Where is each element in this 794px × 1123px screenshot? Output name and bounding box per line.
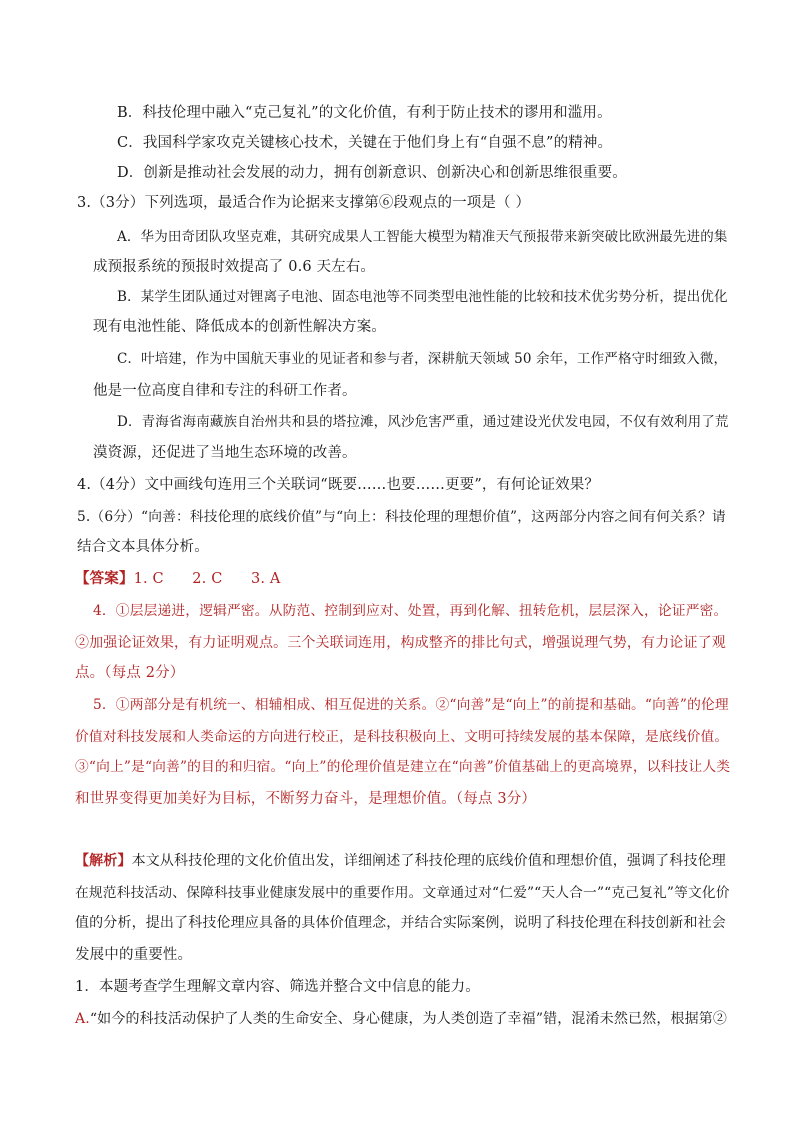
answer-4-line2: ②加强论证效果，有力证明观点。三个关联词连用，构成整齐的排比句式，增强说理气势，有力论证了观 [75,635,726,651]
q3-option-a-line2: 成预报系统的预报时效提高了 0.6 天左右。 [93,259,376,275]
q3-option-c-line2: 他是一位高度自律和专注的科研工作者。 [93,383,357,399]
q2-option-b: B．科技伦理中融入“克己复礼”的文化价值，有利于防止技术的谬用和滥用。 [117,105,612,121]
q5-stem-line2: 结合文本具体分析。 [77,539,209,555]
q3-option-c-line1: C．叶培建，作为中国航天事业的见证者和参与者，深耕航天领域 50 余年，工作严格守时细致入微， [117,351,728,367]
q3-option-d-line2: 漠资源，还促进了当地生态环境的改善。 [93,445,357,461]
q2-option-c: C．我国科学家攻克关键核心技术，关键在于他们身上有“自强不息”的精神。 [117,135,613,151]
analysis-label: 【解析】 [75,853,132,869]
answer-label: 【答案】 [75,570,134,587]
answer-5-line4: 和世界变得更加美好为目标，不断努力奋斗，是理想价值。（每点 3分） [75,791,537,807]
analysis-a-text: “如今的科技活动保护了人类的生命安全、身心健康，为人类创造了幸福”错，混淆未然已然，根据第② [89,1011,728,1027]
analysis-line1 [75,851,726,871]
analysis-line4: 发展中的重要性。 [75,947,193,963]
q3-option-d-line1: D．青海省海南藏族自治州共和县的塔拉滩，风沙危害严重，通过建设光伏发电园，不仅有效利用了荒 [117,414,729,430]
analysis-line2: 在规范科技活动、保障科技事业健康发展中的重要作用。文章通过对“仁爱”“天人合一”“克己复礼”等文化价 [75,885,730,901]
analysis-line3: 值的分析，提出了科技伦理应具备的具体价值理念，并结合实际案例，说明了科技伦理在科技创新和社会 [75,915,726,931]
answer-5-line2: 价值对科技发展和人类命运的方向进行校正，是科技积极向上、文明可持续发展的基本保障，是底线价值。 [75,729,729,745]
q5-stem-line1: 5.（6分）“向善：科技伦理的底线价值”与“向上：科技伦理的理想价值”，这两部分内容之间有何关系？请 [77,509,726,525]
q3-stem: 3.（3分）下列选项，最适合作为论据来支撑第⑥段观点的一项是（ ） [77,195,531,211]
answer-4-line3: 点。（每点 2分） [75,665,185,681]
q3-option-a-line1: A．华为田奇团队攻坚克难，其研究成果人工智能大模型为精准天气预报带来新突破比欧洲最先进的集 [117,229,728,245]
q3-option-b-line1: B．某学生团队通过对锂离子电池、固态电池等不同类型电池性能的比较和技术优劣势分析，提出优化 [117,289,728,305]
analysis-q1-intro: 1．本题考查学生理解文章内容、筛选并整合文中信息的能力。 [75,979,480,995]
q4-stem: 4.（4分）文中画线句连用三个关联词“既要……也要……更要”，有何论证效果？ [77,477,600,493]
answer-row [75,569,281,589]
q2-option-d: D．创新是推动社会发展的动力，拥有创新意识、创新决心和创新思维很重要。 [117,165,627,181]
answer-5-line3: ③“向上”是“向善”的目的和归宿。“向上”的伦理价值是建立在“向善”价值基础上的更高境界，以科技让人类 [75,759,731,775]
answer-4-line1: 4．①层层递进，逻辑严密。从防范、控制到应对、处置，再到化解、扭转危机，层层深入，论证严密。 [93,603,728,619]
analysis-q1-option-a [75,1009,727,1029]
analysis-a-prefix: A. [75,1011,90,1027]
answer-values: 1. C 2. C 3. A [133,571,281,587]
answer-5-line1: 5．①两部分是有机统一、相辅相成、相互促进的关系。②“向善”是“向上”的前提和基础。“向善”的伦理 [93,697,729,713]
q3-option-b-line2: 现有电池性能、降低成本的创新性解决方案。 [93,319,386,335]
analysis-text-1: 本文从科技伦理的文化价值出发，详细阐述了科技伦理的底线价值和理想价值，强调了科技伦理 [131,853,726,869]
